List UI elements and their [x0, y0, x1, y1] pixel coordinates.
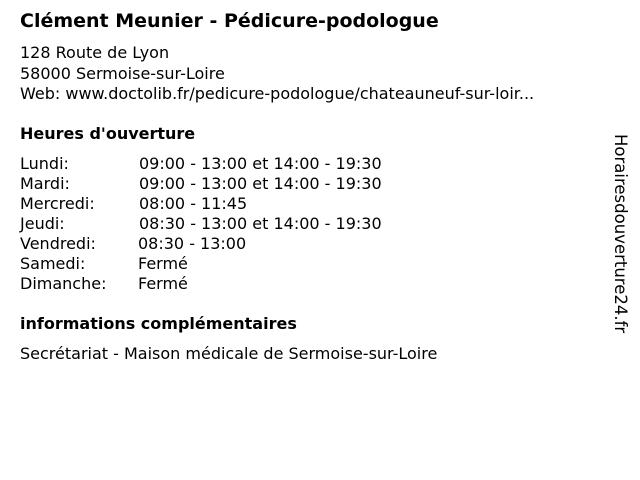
- address-block: [20, 43, 534, 105]
- time-range: 08:00 - 11:45: [139, 194, 248, 213]
- day-label: Jeudi:: [20, 214, 65, 233]
- watermark-container: [608, 134, 632, 346]
- time-range: Fermé: [138, 274, 188, 293]
- time-range: Fermé: [138, 254, 188, 273]
- website-line[interactable]: Web: www.doctolib.fr/pedicure-podologue/chateauneuf-sur-loir...: [20, 84, 535, 103]
- additional-info-text: Secrétariat - Maison médicale de Sermoise-sur-Loire: [20, 344, 438, 363]
- day-label: Samedi:: [20, 254, 86, 273]
- day-label: Mardi:: [20, 174, 70, 193]
- address-street: 128 Route de Lyon: [20, 43, 170, 62]
- address-city: 58000 Sermoise-sur-Loire: [20, 63, 225, 83]
- day-label: Vendredi:: [20, 234, 96, 253]
- time-range: 08:30 - 13:00: [138, 234, 247, 253]
- opening-hours-heading: Heures d'ouverture: [20, 124, 196, 143]
- day-label: Dimanche:: [20, 274, 107, 293]
- business-name: Clément Meunier - Pédicure-podologue: [20, 10, 439, 32]
- day-label: Mercredi:: [20, 194, 95, 213]
- additional-info-heading: informations complémentaires: [20, 314, 297, 333]
- day-label: Lundi:: [20, 154, 69, 173]
- time-range: 08:30 - 13:00 et 14:00 - 19:30: [139, 214, 382, 233]
- time-range: 09:00 - 13:00 et 14:00 - 19:30: [139, 154, 382, 173]
- site-watermark: Horairesdouverture24.fr: [611, 134, 630, 334]
- time-range: 09:00 - 13:00 et 14:00 - 19:30: [139, 174, 382, 193]
